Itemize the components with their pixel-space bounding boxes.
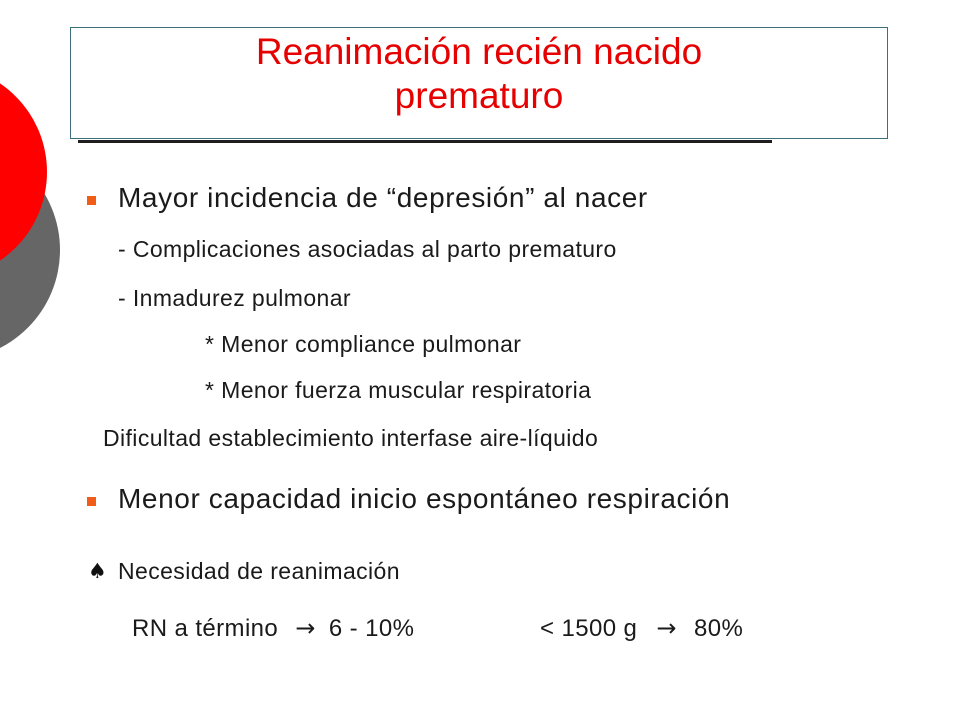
square-bullet-icon <box>87 196 96 205</box>
sub-item-dificultad: Dificultad establecimiento interfase aire-líquido <box>103 425 599 451</box>
slide-title <box>70 30 888 118</box>
bullet-text-reanimacion: Necesidad de reanimación <box>118 558 400 584</box>
stat-weight-label: < 1500 g <box>540 615 638 642</box>
sub-item-inmadurez: - Inmadurez pulmonar <box>118 285 351 311</box>
title-line-1: Reanimación recién nacido <box>255 31 703 72</box>
bullet-text-incidencia: Mayor incidencia de “depresión” al nacer <box>118 182 648 213</box>
sub-item-complicaciones: - Complicaciones asociadas al parto prematuro <box>118 236 617 262</box>
stats-line <box>132 614 414 643</box>
stat-term-value: 6 - 10% <box>328 615 415 642</box>
arrow-right-icon: → <box>295 614 316 642</box>
stats-line-2 <box>540 614 743 643</box>
stat-weight-value: 80% <box>693 615 744 642</box>
bullet-text-capacidad: Menor capacidad inicio espontáneo respiración <box>118 483 731 514</box>
title-underline <box>78 140 772 143</box>
sub-item-fuerza: * Menor fuerza muscular respiratoria <box>205 377 592 403</box>
arrow-right-icon: → <box>656 614 677 642</box>
decorative-circles <box>0 0 80 360</box>
stat-term-label: RN a término <box>132 615 279 642</box>
title-line-2: prematuro <box>394 75 564 116</box>
spade-bullet-icon: ♠ <box>88 559 107 583</box>
square-bullet-icon <box>87 497 96 506</box>
sub-item-compliance: * Menor compliance pulmonar <box>205 331 522 357</box>
